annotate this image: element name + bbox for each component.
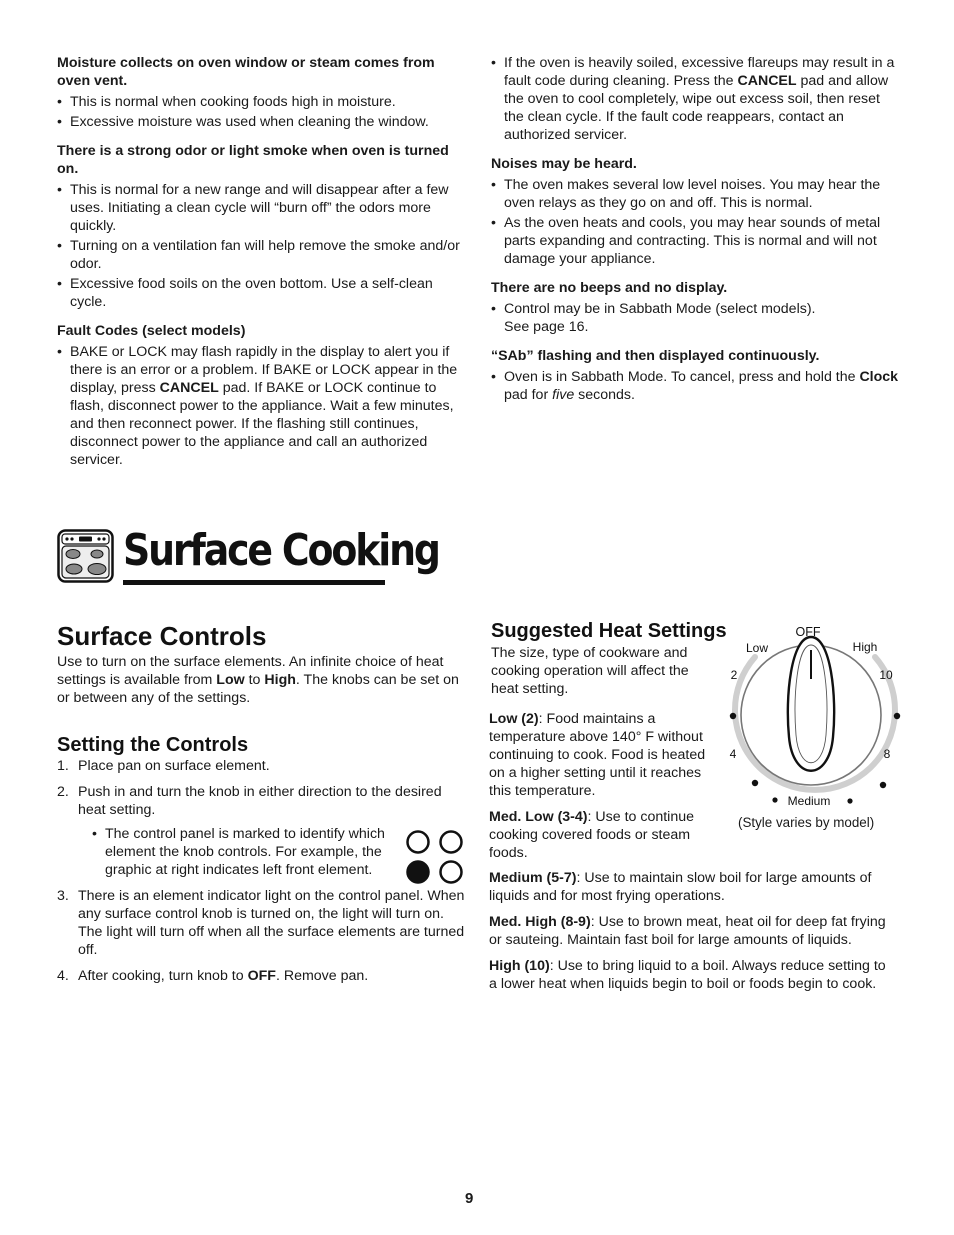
intro-text: Use to turn on the surface elements. An infinite choice of heat settings is available from	[57, 654, 444, 688]
moisture-heading: Moisture collects on oven window or steam comes from oven vent.	[57, 55, 435, 89]
step-text: There is an element indicator light on the control panel. When any surface control knob is turned on, the light will turn on. The light will turn off when all the surface elements are turned off.	[78, 888, 465, 958]
knob-dot-icon	[880, 782, 886, 788]
list-item	[491, 368, 903, 404]
heat-label: High (10)	[489, 958, 550, 974]
no-beeps-heading: There are no beeps and no display.	[491, 280, 728, 296]
section-title-underline	[123, 580, 385, 585]
knob-dot-icon	[730, 713, 736, 719]
step-item	[57, 967, 467, 985]
knob-caption: (Style varies by model)	[738, 815, 875, 830]
cancel-key-label: CANCEL	[737, 73, 797, 89]
left-front-element-icon	[408, 862, 429, 883]
list-item	[57, 343, 467, 469]
fault-text: pad and allow the oven to cool completely, wipe out excess soil, then reset the clean cycle. If the fault code reappears, contact an authorized servicer.	[504, 73, 889, 143]
page-number: 9	[465, 1190, 474, 1207]
list-item: • This is normal when cooking foods high in moisture.	[57, 93, 467, 111]
list-item: • Turning on a ventilation fan will help remove the smoke and/or odor.	[57, 237, 467, 273]
setting-controls-heading: Setting the Controls	[57, 734, 249, 756]
right-front-element-icon	[441, 862, 462, 883]
back-left-element-icon	[408, 832, 429, 853]
heat-text: : Use to brown meat, heat oil for deep fat frying or sauteing. Maintain fast boil for large amounts of liquids.	[489, 914, 886, 948]
sabbath-text: Oven is in Sabbath Mode. To cancel, press and hold the	[504, 369, 860, 385]
noises-list	[491, 176, 903, 268]
knob-label-medium: Medium	[787, 794, 831, 808]
troubleshooting-right-column	[491, 54, 903, 415]
heat-setting-med-low	[489, 808, 719, 862]
fault-codes-list-continued	[491, 54, 903, 144]
no-beeps-text: Control may be in Sabbath Mode (select models).	[504, 301, 816, 317]
heat-text: : Food maintains a temperature above 140° F without continuing to cook. Food is heated on a higher setting until it reaches this temperature.	[489, 711, 706, 799]
list-item: • This is normal for a new range and will disappear after a few uses. Initiating a clean cycle will “burn off” the odors more quickly.	[57, 181, 467, 235]
heat-label: Low (2)	[489, 711, 539, 727]
fault-text: BAKE or LOCK may flash rapidly in the display to alert you if there is an error or a problem. If BAKE or LOCK appear in the display, press	[70, 344, 458, 396]
list-item: • Excessive moisture was used when cleaning the window.	[57, 113, 467, 131]
step-text: After cooking, turn knob to	[78, 968, 248, 984]
fault-text: If the oven is heavily soiled, excessive flareups may result in a fault code during cleaning. Press the	[504, 55, 895, 89]
list-item	[491, 300, 903, 336]
clock-key-label: Clock	[859, 369, 899, 385]
off-label: OFF	[247, 968, 276, 984]
knob-label-4: 4	[729, 747, 737, 761]
step-number: 2.	[57, 784, 69, 800]
no-beeps-list	[491, 300, 903, 336]
heat-settings-list-continued	[489, 869, 894, 1001]
sabbath-text: seconds.	[574, 387, 635, 403]
heat-text: : Use to maintain slow boil for large amounts of liquids and for most frying operations.	[489, 870, 872, 904]
heat-label: Medium (5-7)	[489, 870, 577, 886]
surface-controls-intro	[57, 653, 467, 707]
knob-label-low: Low	[745, 641, 769, 655]
intro-text: to	[244, 672, 265, 688]
step-number: 1.	[57, 758, 69, 774]
suggested-intro: The size, type of cookware and cooking operation will affect the heat setting.	[491, 645, 689, 697]
cooktop-icon	[57, 529, 114, 583]
odor-list	[57, 181, 467, 311]
odor-heading: There is a strong odor or light smoke when oven is turned on.	[57, 143, 449, 177]
list-item	[491, 54, 903, 144]
knob-dot-icon	[752, 780, 758, 786]
element-indicator-graphic	[405, 829, 465, 885]
noises-heading: Noises may be heard.	[491, 156, 637, 172]
step-text: . Remove pan.	[275, 968, 369, 984]
heat-settings-list	[489, 710, 719, 870]
control-knob-diagram	[715, 617, 915, 812]
fault-text: pad. If BAKE or LOCK continue to flash, disconnect power to the appliance. Wait a few minutes, and then reconnect power. If the flashing still continues, disconnect power to the appliance and call an authorized servicer.	[70, 380, 454, 468]
troubleshooting-left-column	[57, 54, 467, 480]
surface-controls-heading: Surface Controls	[57, 621, 267, 651]
step-sub-bullet: • The control panel is marked to identify which element the knob controls. For example, the graphic at right indicates left front element.	[92, 825, 401, 879]
fault-codes-heading: Fault Codes (select models)	[57, 323, 246, 339]
step-number: 4.	[57, 968, 69, 984]
heat-label: Med. Low (3-4)	[489, 809, 588, 825]
moisture-list	[57, 93, 467, 131]
step-text: Place pan on surface element.	[78, 758, 270, 774]
fault-codes-list	[57, 343, 467, 469]
step-item	[57, 887, 467, 959]
knob-label-high: High	[852, 640, 878, 654]
sabbath-heading: “SAb” flashing and then displayed continuously.	[491, 348, 820, 364]
step-item	[57, 757, 467, 775]
knob-label-10: 10	[879, 668, 893, 682]
list-item: • Excessive food soils on the oven bottom. Use a self-clean cycle.	[57, 275, 467, 311]
heat-setting-med-high	[489, 913, 894, 949]
knob-dot-icon	[847, 798, 852, 803]
heat-label: Med. High (8-9)	[489, 914, 591, 930]
knob-label-2: 2	[730, 668, 738, 682]
heat-text: : Use to continue cooking covered foods or steam foods.	[489, 809, 694, 861]
low-label: Low	[216, 672, 245, 688]
step-number: 3.	[57, 888, 69, 904]
sabbath-emphasis: five	[552, 387, 575, 403]
sabbath-list	[491, 368, 903, 404]
knob-label-8: 8	[883, 747, 891, 761]
cancel-key-label: CANCEL	[159, 380, 219, 396]
list-item: • As the oven heats and cools, you may hear sounds of metal parts expanding and contracting. This is normal and will not damage your appliance.	[491, 214, 903, 268]
list-item: • The oven makes several low level noises. You may hear the oven relays as they go on and off. This is normal.	[491, 176, 903, 212]
knob-label-off: OFF	[795, 625, 821, 639]
step-text: Push in and turn the knob in either direction to the desired heat setting.	[78, 784, 442, 818]
high-label: High	[264, 672, 296, 688]
heat-setting-low	[489, 710, 719, 800]
back-right-element-icon	[441, 832, 462, 853]
heat-text: : Use to bring liquid to a boil. Always reduce setting to a lower heat when liquids begin to boil or foods begin to cook.	[489, 958, 886, 992]
suggested-heat-heading: Suggested Heat Settings	[491, 620, 727, 642]
knob-dot-icon	[772, 797, 777, 802]
heat-setting-medium	[489, 869, 894, 905]
knob-dot-icon	[894, 713, 900, 719]
page-reference: See page 16.	[504, 319, 589, 335]
heat-setting-high	[489, 957, 894, 993]
intro-text: . The knobs can be set on or between any of the settings.	[57, 672, 459, 706]
sabbath-text: pad for	[504, 387, 553, 403]
section-title: Surface Cooking	[123, 525, 439, 576]
